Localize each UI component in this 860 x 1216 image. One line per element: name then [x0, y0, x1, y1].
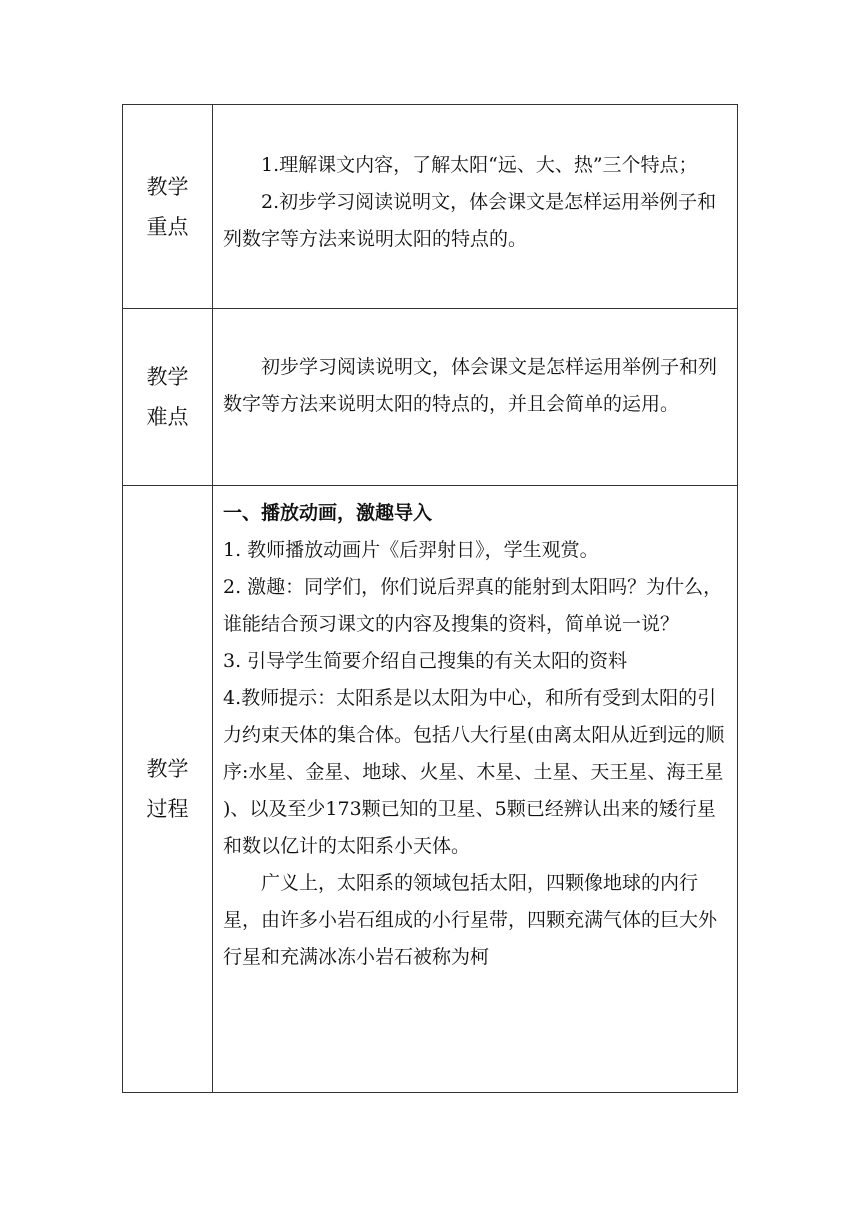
section-heading: 一、播放动画，激趣导入: [223, 502, 433, 524]
teaching-difficulty-content: [213, 309, 738, 486]
lesson-plan-table: [122, 104, 738, 1093]
process-step-3: 3. 引导学生简要介绍自己搜集的有关太阳的资料: [223, 650, 628, 672]
process-step-2: 2. 激趣：同学们，你们说后羿真的能射到太阳吗？为什么，谁能结合预习课文的内容及搜集的资料，简单说一说？: [223, 576, 723, 635]
focus-item-2: 2.初步学习阅读说明文，体会课文是怎样运用举例子和列数字等方法来说明太阳的特点的。: [223, 191, 717, 250]
teaching-focus-row: [123, 105, 738, 309]
teaching-focus-content: [213, 105, 738, 309]
process-step-4: 4.教师提示：太阳系是以太阳为中心，和所有受到太阳的引力约束天体的集合体。包括八大行星(由离太阳从近到远的顺序:水星、金星、地球、火星、木星、土星、天王星、海王星 )、以及至少173颗已知的卫星、5颗已经辨认出来的矮行星和数以亿计的太阳系小天体。: [223, 687, 725, 857]
teaching-difficulty-label: 教学 难点: [123, 309, 213, 486]
teaching-difficulty-row: [123, 309, 738, 486]
difficulty-text: 初步学习阅读说明文，体会课文是怎样运用举例子和列数字等方法来说明太阳的特点的，并且会简单的运用。: [223, 356, 718, 415]
teaching-focus-label: 教学 重点: [123, 105, 213, 309]
teaching-process-label: 教学 过程: [123, 486, 213, 1093]
process-paragraph: 广义上，太阳系的领域包括太阳，四颗像地球的内行星，由许多小岩石组成的小行星带，四颗充满气体的巨大外行星和充满冰冻小岩石被称为柯: [223, 872, 718, 968]
teaching-process-content: [213, 486, 738, 1093]
focus-item-1: 1.理解课文内容，了解太阳“远、大、热”三个特点；: [261, 154, 698, 176]
teaching-process-row: [123, 486, 738, 1093]
process-step-1: 1. 教师播放动画片《后羿射日》，学生观赏。: [223, 539, 599, 561]
